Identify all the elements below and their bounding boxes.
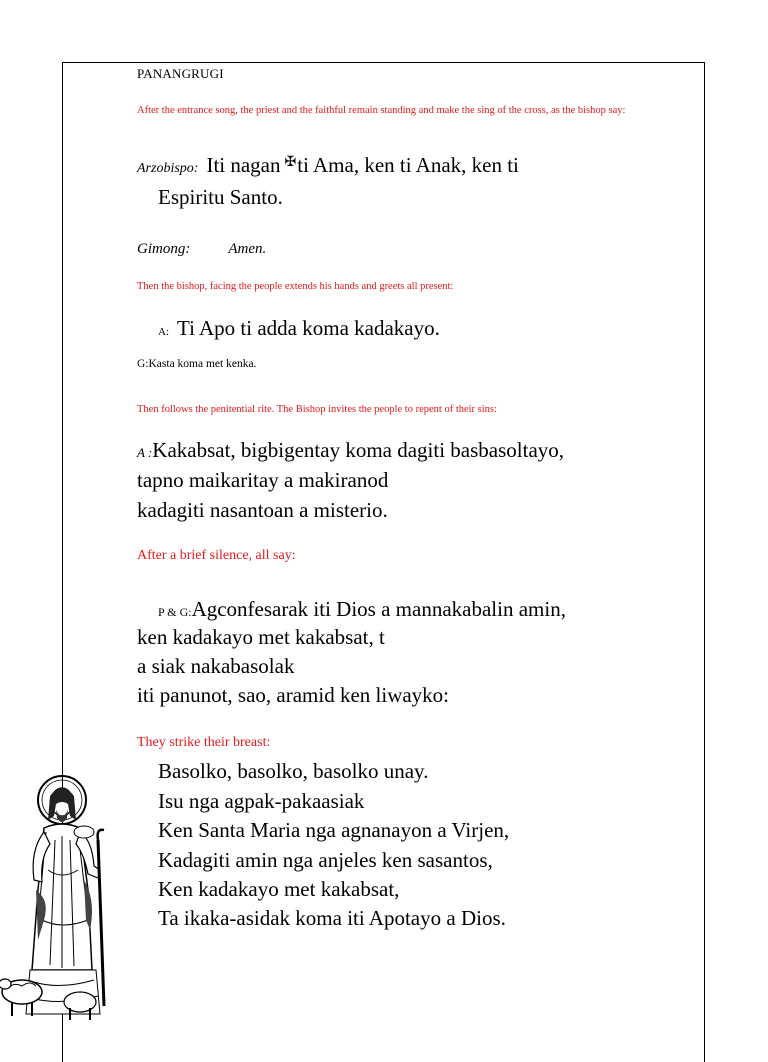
invite-line-3: kadagiti nasantoan a misterio. [137,498,388,522]
invite-text-1: Kakabsat, bigbigentay koma dagiti basbasoltayo, [152,438,565,462]
gimong-line [137,240,266,258]
breast-line-5: Ken kadakayo met kakabsat, [158,877,400,901]
rubric-penitential: Then follows the penitential rite. The Bishop invites the people to repent of their sins: [137,404,497,415]
breast-line-1: Basolko, basolko, basolko unay. [158,759,429,783]
section-heading: PANANGRUGI [137,66,224,81]
a-label: A: [158,326,169,338]
gimong-label: Gimong: [137,241,191,257]
a-greeting: Ti Apo ti adda koma kadakayo. [177,316,440,340]
arzobispo-text-a: Iti nagan [206,153,281,177]
confiteor-line-3: a siak nakabasolak [137,654,295,678]
rubric-silence: After a brief silence, all say: [137,548,296,563]
arzobispo-text-b: ti Ama, ken ti Anak, ken ti [297,153,519,177]
gimong-response: Amen. [228,241,267,257]
a-colon-label: A : [137,445,153,460]
breast-line-3: Ken Santa Maria nga agnanayon a Virjen, [158,818,510,842]
cross-icon: ✠ [284,155,297,170]
confiteor-line-1 [158,594,566,624]
invite-line-1 [137,435,564,465]
rubric-strike-breast: They strike their breast: [137,735,271,750]
arzobispo-label: Arzobispo: [137,161,199,176]
a-greeting-line [158,313,440,343]
breast-line-6: Ta ikaka-asidak koma iti Apotayo a Dios. [158,906,506,930]
rubric-greeting: Then the bishop, facing the people extends his hands and greets all present: [137,281,454,292]
confiteor-line-4: iti panunot, sao, aramid ken liwayko: [137,683,450,707]
good-shepherd-illustration [0,770,118,1024]
invite-line-2: tapno maikaritay a makiranod [137,468,389,492]
confiteor-line-2: ken kadakayo met kakabsat, t [137,625,385,649]
confiteor-text-1: Agconfesarak iti Dios a mannakabalin amin, [191,597,566,621]
breast-line-4: Kadagiti amin nga anjeles ken sasantos, [158,848,493,872]
g-response: G:Kasta koma met kenka. [137,358,257,370]
arzobispo-line-2: Espiritu Santo. [158,185,283,209]
arzobispo-line-1 [137,150,519,180]
breast-line-2: Isu nga agpak-pakaasiak [158,789,365,813]
rubric-entrance: After the entrance song, the priest and the faithful remain standing and make the sing of the cross, as the bishop say: [137,105,626,116]
pg-label: P & G: [158,605,192,619]
